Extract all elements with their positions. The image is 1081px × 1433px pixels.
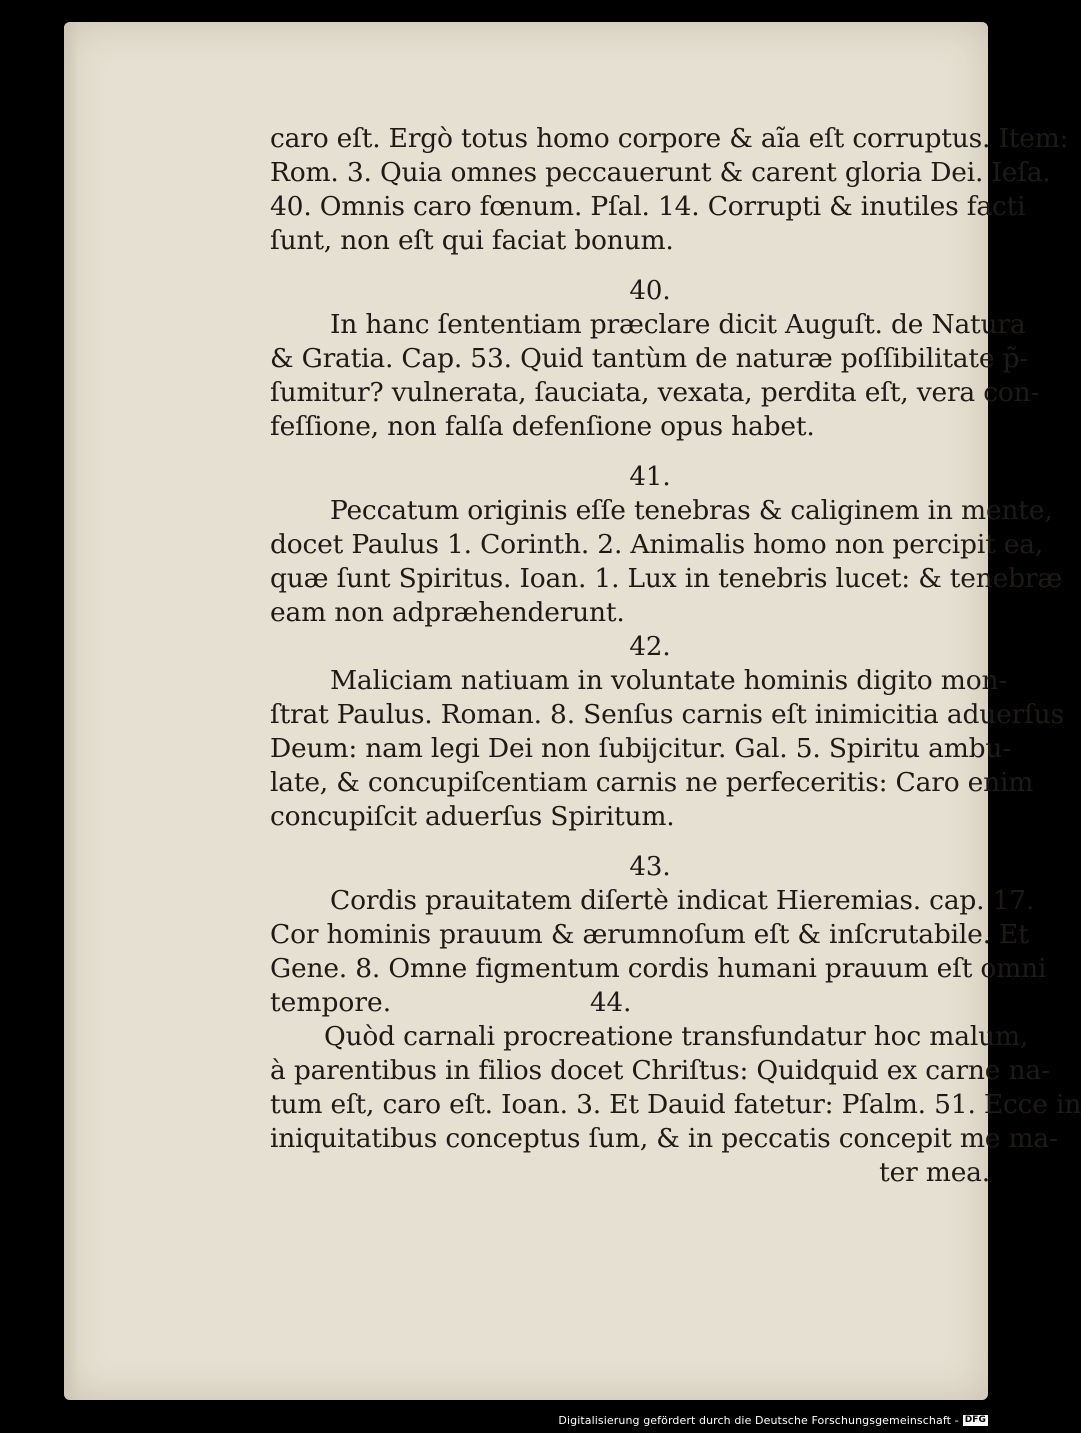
- text-line: Rom. 3. Quia omnes peccauerunt & carent gloria Dei. Ieſa.: [270, 157, 1051, 188]
- section-number-40: 40.: [629, 276, 671, 306]
- tempore-row: [270, 986, 990, 1020]
- text-line: ſtrat Paulus. Roman. 8. Senſus carnis eſt inimicitia aduerſus: [270, 699, 1064, 730]
- text-line: concupiſcit aduerſus Spiritum.: [270, 801, 675, 832]
- text-line: Quòd carnali procreatione transfundatur hoc malum,: [324, 1021, 1029, 1052]
- text-line: Cor hominis prauum & ærumnoſum eſt & inſcrutabile. Et: [270, 919, 1029, 950]
- text-line: Peccatum originis eſſe tenebras & caliginem in mente,: [330, 495, 1053, 526]
- text-line: 40. Omnis caro fœnum. Pſal. 14. Corrupti & inutiles facti: [270, 191, 1026, 222]
- text-line: caro eſt. Ergò totus homo corpore & aĩa eſt corruptus. Item:: [270, 123, 1069, 154]
- text-line: quæ ſunt Spiritus. Ioan. 1. Lux in tenebris lucet: & tenebræ: [270, 563, 1063, 594]
- dfg-logo: DFG: [964, 1415, 986, 1425]
- text-line: late, & concupiſcentiam carnis ne perfeceritis: Caro enim: [270, 767, 1034, 798]
- text-line: à parentibus in filios docet Chriſtus: Quidquid ex carne na-: [270, 1055, 1050, 1086]
- text-line: Maliciam natiuam in voluntate hominis digito mon-: [330, 665, 1008, 696]
- text-line: feſſione, non falſa defenſione opus habet.: [270, 411, 815, 442]
- text-line: ſunt, non eſt qui faciat bonum.: [270, 225, 674, 256]
- section-number-43: 43.: [629, 852, 671, 882]
- book-page: [64, 22, 1081, 1400]
- text-line: Deum: nam legi Dei non ſubijcitur. Gal. 5. Spiritu ambu-: [270, 733, 1012, 764]
- section-number-42: 42.: [629, 632, 671, 662]
- text-line: ſumitur? vulnerata, ſauciata, vexata, perdita eſt, vera con-: [270, 377, 1040, 408]
- text-line: iniquitatibus conceptus ſum, & in peccatis concepit me ma-: [270, 1123, 1058, 1154]
- credit-text: Digitalisierung gefördert durch die Deutsche Forschungsgemeinschaft -: [558, 1414, 959, 1427]
- text-line: Cordis prauitatem diſertè indicat Hieremias. cap. 17.: [330, 885, 1035, 916]
- section-number-44: 44.: [590, 988, 632, 1018]
- text-line: docet Paulus 1. Corinth. 2. Animalis homo non percipit ea,: [270, 529, 1044, 560]
- section-number-41: 41.: [629, 462, 671, 492]
- text-line: tum eſt, caro eſt. Ioan. 3. Et Dauid fatetur: Pſalm. 51. Ecce in: [270, 1089, 1081, 1120]
- text-line: & Gratia. Cap. 53. Quid tantùm de naturæ poſſibilitate p̃-: [270, 343, 1029, 374]
- text-line: eam non adpræhenderunt.: [270, 597, 625, 628]
- digitization-credit: [558, 1414, 988, 1427]
- text-line: Gene. 8. Omne figmentum cordis humani prauum eſt omni: [270, 953, 1047, 984]
- page-text: [270, 122, 1081, 1190]
- text-line: In hanc ſententiam præclare dicit Auguſt. de Natura: [330, 309, 1026, 340]
- text-line: tempore.: [270, 987, 392, 1018]
- page-edge-shadow: [64, 22, 78, 1400]
- text-line: ter mea.: [879, 1157, 990, 1188]
